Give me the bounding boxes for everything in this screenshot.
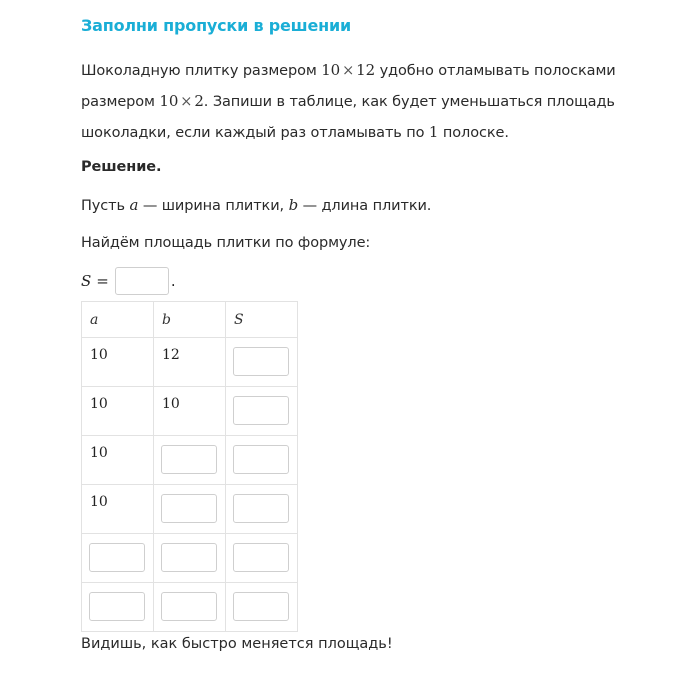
task-statement xyxy=(81,55,621,148)
answer-input[interactable] xyxy=(233,396,289,425)
cell-s xyxy=(226,534,298,583)
table-row xyxy=(82,387,298,436)
table-row xyxy=(82,436,298,485)
cell-s xyxy=(226,583,298,632)
cell-b xyxy=(154,436,226,485)
header-s-label: S xyxy=(234,312,244,328)
header-b-label: b xyxy=(162,312,171,328)
header-a xyxy=(82,302,154,338)
answer-input[interactable] xyxy=(161,445,217,474)
answer-input[interactable] xyxy=(233,347,289,376)
answer-input[interactable] xyxy=(161,494,217,523)
statement-part-5: шоколадки, если каждый раз отламывать по xyxy=(81,125,425,141)
answer-input[interactable] xyxy=(89,543,145,572)
header-s xyxy=(226,302,298,338)
formula-end: . xyxy=(170,272,176,290)
cell-b xyxy=(154,338,226,387)
cell-a xyxy=(82,436,154,485)
header-b xyxy=(154,302,226,338)
dimension-1-b: 12 xyxy=(356,61,376,79)
answer-input[interactable] xyxy=(233,543,289,572)
cell-b xyxy=(154,387,226,436)
answer-input[interactable] xyxy=(89,592,145,621)
strip-count: 1 xyxy=(428,123,439,141)
footer-note: Видишь, как быстро меняется площадь! xyxy=(81,636,393,652)
dimension-2-b: 2 xyxy=(194,92,204,110)
cell-s xyxy=(226,387,298,436)
cell-value: 10 xyxy=(90,347,108,363)
cell-a xyxy=(82,338,154,387)
dimension-2-a: 10 xyxy=(159,92,179,110)
statement-part-1: Шоколадную плитку размером xyxy=(81,63,317,79)
let-prefix: Пусть xyxy=(81,198,125,214)
table-row xyxy=(82,485,298,534)
cell-s xyxy=(226,485,298,534)
cell-a xyxy=(82,387,154,436)
cell-value: 12 xyxy=(162,347,180,363)
cell-s xyxy=(226,436,298,485)
header-a-label: a xyxy=(90,312,99,328)
statement-part-2: удобно отламывать полосками xyxy=(379,63,616,79)
cell-value: 10 xyxy=(90,445,108,461)
let-mid: — ширина плитки, xyxy=(142,198,285,214)
times-sign-2: × xyxy=(180,94,193,110)
times-sign-1: × xyxy=(342,63,355,79)
cell-value: 10 xyxy=(90,396,108,412)
table-row xyxy=(82,583,298,632)
statement-part-3: размером xyxy=(81,94,155,110)
formula-lhs: S xyxy=(81,272,92,290)
table-header-row xyxy=(82,302,298,338)
task-title: Заполни пропуски в решении xyxy=(81,16,351,35)
cell-b xyxy=(154,583,226,632)
cell-s xyxy=(226,338,298,387)
cell-b xyxy=(154,534,226,583)
cell-value: 10 xyxy=(90,494,108,510)
solution-heading: Решение. xyxy=(81,159,162,175)
statement-part-6: полоске. xyxy=(442,125,509,141)
var-b: b xyxy=(288,196,299,214)
cell-b xyxy=(154,485,226,534)
formula-eq: = xyxy=(96,272,109,290)
table-row xyxy=(82,338,298,387)
answer-input[interactable] xyxy=(233,494,289,523)
dimension-1-a: 10 xyxy=(321,61,341,79)
cell-a xyxy=(82,485,154,534)
let-suffix: — длина плитки. xyxy=(302,198,432,214)
area-table xyxy=(81,301,298,632)
answer-input[interactable] xyxy=(161,592,217,621)
formula-intro: Найдём площадь плитки по формуле: xyxy=(81,235,371,251)
answer-input[interactable] xyxy=(233,445,289,474)
var-a: a xyxy=(129,196,139,214)
cell-a xyxy=(82,534,154,583)
cell-value: 10 xyxy=(162,396,180,412)
answer-input[interactable] xyxy=(161,543,217,572)
table-row xyxy=(82,534,298,583)
formula-input[interactable] xyxy=(115,267,169,295)
statement-part-4: . Запиши в таблице, как будет уменьшаться площадь xyxy=(203,94,615,110)
area-formula xyxy=(81,266,176,296)
cell-a xyxy=(82,583,154,632)
variables-definition xyxy=(81,190,621,221)
answer-input[interactable] xyxy=(233,592,289,621)
